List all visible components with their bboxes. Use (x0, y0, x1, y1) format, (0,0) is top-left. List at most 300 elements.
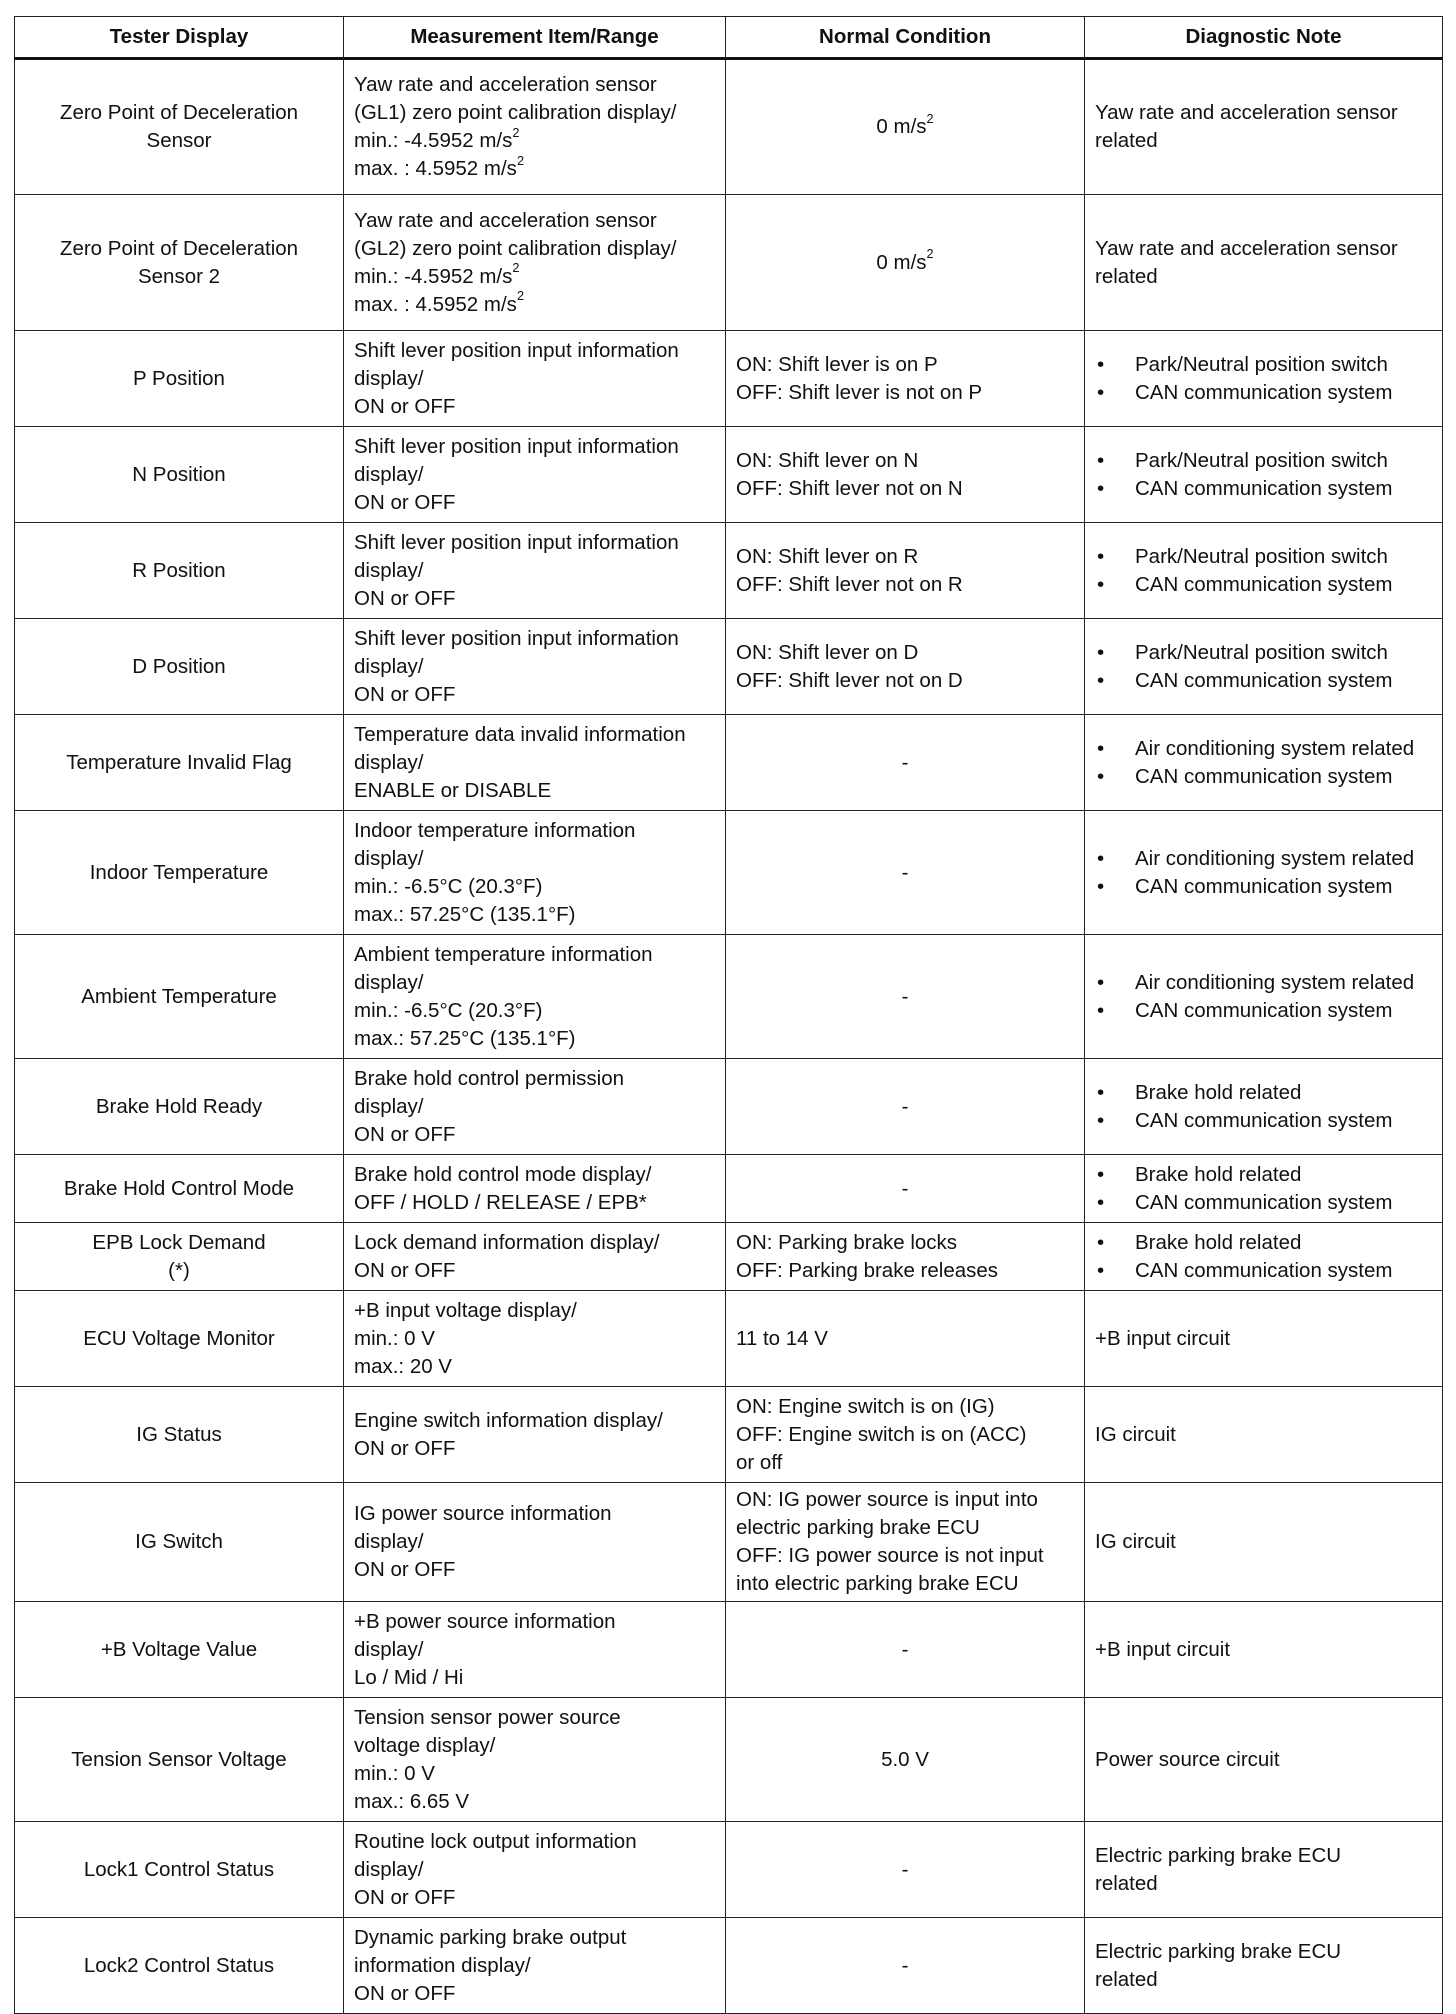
normal-condition-text: OFF: Engine switch is on (ACC) (736, 1422, 1027, 1446)
diagnostic-note-text: Yaw rate and acceleration sensor (1095, 236, 1398, 260)
cell-diagnostic-note (1085, 195, 1443, 331)
normal-condition-line (736, 1952, 1074, 1980)
normal-condition-line (736, 379, 1074, 407)
range-line (354, 585, 715, 613)
table-row (15, 427, 1443, 523)
normal-condition-text: - (901, 1857, 909, 1881)
range-line (354, 1884, 715, 1912)
normal-condition-line (736, 110, 1074, 141)
diagnostic-bullet-item: • Park/Neutral position switch (1095, 351, 1432, 379)
cell-diagnostic-note (1085, 1822, 1443, 1918)
table-row (15, 1223, 1443, 1291)
range-line (354, 721, 715, 749)
cell-tester-display (15, 59, 344, 195)
cell-measurement-range (344, 1387, 726, 1483)
cell-measurement-range (344, 331, 726, 427)
cell-measurement-range (344, 1155, 726, 1223)
range-line (354, 817, 715, 845)
range-text: Shift lever position input information (354, 626, 679, 650)
range-text: IG power source information (354, 1502, 612, 1525)
range-line (354, 997, 715, 1025)
range-line (354, 260, 715, 291)
range-line (354, 1189, 715, 1217)
header-normal-condition: Normal Condition (726, 17, 1085, 59)
range-line (354, 1664, 715, 1692)
normal-condition-line (736, 1514, 1074, 1542)
table-row (15, 59, 1443, 195)
range-line (354, 1257, 715, 1285)
unit-exponent: 2 (926, 246, 934, 262)
range-text: OFF / HOLD / RELEASE / EPB* (354, 1190, 647, 1214)
normal-condition-line (736, 1636, 1074, 1664)
unit-exponent: 2 (512, 124, 520, 140)
normal-condition-line (736, 351, 1074, 379)
normal-condition-line (736, 1570, 1074, 1598)
diagnostic-note-text: Electric parking brake ECU (1095, 1843, 1342, 1867)
tester-display-text: IG Status (136, 1422, 222, 1446)
range-text: Ambient temperature information (354, 942, 653, 966)
normal-condition-text: into electric parking brake ECU (736, 1572, 1019, 1595)
normal-condition-line (736, 246, 1074, 277)
cell-diagnostic-note (1085, 1387, 1443, 1483)
normal-condition-text: 0 m/s (876, 250, 927, 274)
cell-tester-display (15, 1918, 344, 2014)
normal-condition-line (736, 543, 1074, 571)
cell-normal-condition (726, 1483, 1085, 1602)
tester-display-text: EPB Lock Demand (92, 1230, 266, 1254)
diagnostic-bullet-list (1095, 447, 1432, 503)
tester-display-text: ECU Voltage Monitor (83, 1326, 275, 1350)
range-line (354, 941, 715, 969)
cell-tester-display (15, 1483, 344, 1602)
table-row (15, 619, 1443, 715)
range-text: ON or OFF (354, 490, 456, 514)
tester-display-text: Tension Sensor Voltage (71, 1747, 287, 1771)
diagnostic-note-text: Electric parking brake ECU (1095, 1939, 1342, 1963)
table-row (15, 1155, 1443, 1223)
table-row (15, 1291, 1443, 1387)
range-line (354, 1297, 715, 1325)
diagnostic-note-text: related (1095, 264, 1158, 288)
cell-measurement-range (344, 1822, 726, 1918)
table-row (15, 523, 1443, 619)
cell-tester-display (15, 1602, 344, 1698)
diagnostic-bullet-item: • Park/Neutral position switch (1095, 543, 1432, 571)
cell-normal-condition (726, 811, 1085, 935)
range-line (354, 99, 715, 127)
cell-tester-display (15, 1291, 344, 1387)
unit-exponent: 2 (516, 288, 525, 304)
normal-condition-text: - (901, 750, 909, 774)
diagnostic-bullet-item: • Park/Neutral position switch (1095, 447, 1432, 475)
range-line (354, 969, 715, 997)
cell-measurement-range (344, 619, 726, 715)
cell-tester-display (15, 1059, 344, 1155)
tester-display-text: D Position (132, 654, 226, 678)
normal-condition-line (736, 749, 1074, 777)
range-text: Dynamic parking brake output (354, 1925, 627, 1949)
range-text: Tension sensor power source (354, 1705, 621, 1729)
unit-exponent: 2 (512, 260, 520, 276)
diagnostic-note-text: related (1095, 129, 1158, 152)
range-line (354, 1828, 715, 1856)
diagnostic-bullet-item: • Air conditioning system related (1095, 969, 1432, 997)
range-text: ON or OFF (354, 1885, 456, 1909)
range-line (354, 777, 715, 805)
range-line (354, 71, 715, 99)
diagnostic-note-text: IG circuit (1095, 1422, 1176, 1446)
range-text: min.: -4.5952 m/s (354, 264, 513, 288)
normal-condition-line (736, 667, 1074, 695)
cell-diagnostic-note (1085, 1291, 1443, 1387)
tester-display-text: N Position (132, 462, 226, 486)
normal-condition-text: ON: Shift lever is on P (736, 352, 938, 376)
range-text: max.: 20 V (354, 1354, 452, 1378)
normal-condition-text: 5.0 V (881, 1747, 929, 1771)
range-line (354, 1229, 715, 1257)
normal-condition-text: - (901, 1094, 909, 1118)
range-text: (GL2) zero point calibration display/ (354, 236, 677, 260)
range-text: ON or OFF (354, 1436, 456, 1460)
normal-condition-line (736, 1325, 1074, 1353)
cell-tester-display (15, 427, 344, 523)
range-line (354, 625, 715, 653)
diagnostic-bullet-item: • Brake hold related (1095, 1161, 1432, 1189)
range-text: display/ (354, 970, 424, 994)
range-line (354, 1025, 715, 1053)
cell-normal-condition (726, 523, 1085, 619)
cell-tester-display (15, 1223, 344, 1291)
range-text: display/ (354, 462, 424, 486)
normal-condition-line (736, 1175, 1074, 1203)
table-row (15, 1698, 1443, 1822)
range-line (354, 901, 715, 929)
range-line (354, 1704, 715, 1732)
tester-display-text: Sensor 2 (137, 264, 221, 288)
normal-condition-line (736, 639, 1074, 667)
range-line (354, 1528, 715, 1556)
cell-normal-condition (726, 935, 1085, 1059)
range-line (354, 1980, 715, 2008)
range-text: Lo / Mid / Hi (354, 1665, 464, 1689)
normal-condition-line (736, 1257, 1074, 1285)
cell-normal-condition (726, 1698, 1085, 1822)
normal-condition-text: ON: Engine switch is on (IG) (736, 1394, 995, 1418)
cell-normal-condition (726, 1387, 1085, 1483)
unit-exponent: 2 (926, 110, 934, 126)
range-line (354, 1856, 715, 1884)
diagnostic-bullet-item: • Brake hold related (1095, 1229, 1432, 1257)
range-text: display/ (354, 1637, 424, 1661)
normal-condition-line (736, 1229, 1074, 1257)
tester-display-text: P Position (133, 366, 225, 390)
cell-measurement-range (344, 523, 726, 619)
normal-condition-line (736, 1449, 1074, 1477)
range-text: display/ (354, 654, 424, 678)
cell-tester-display (15, 935, 344, 1059)
cell-diagnostic-note (1085, 1155, 1443, 1223)
range-line (354, 365, 715, 393)
range-text: Brake hold control permission (354, 1066, 625, 1090)
range-text: Engine switch information display/ (354, 1408, 663, 1432)
table-row (15, 195, 1443, 331)
tester-display-text: IG Switch (135, 1530, 223, 1553)
normal-condition-line (736, 475, 1074, 503)
cell-diagnostic-note (1085, 1483, 1443, 1602)
diagnostic-bullet-item: • Air conditioning system related (1095, 735, 1432, 763)
diagnostic-note-text: IG circuit (1095, 1530, 1176, 1553)
tester-display-text: Indoor Temperature (89, 860, 269, 884)
range-text: Brake hold control mode display/ (354, 1162, 652, 1186)
normal-condition-text: - (901, 1953, 909, 1977)
table-body (15, 59, 1443, 2014)
range-text: max.: 57.25°C (135.1°F) (354, 902, 576, 926)
cell-measurement-range (344, 195, 726, 331)
cell-normal-condition (726, 1059, 1085, 1155)
range-text: display/ (354, 1857, 424, 1881)
range-text: (GL1) zero point calibration display/ (354, 101, 677, 124)
range-text: +B input voltage display/ (354, 1298, 577, 1322)
cell-tester-display (15, 1155, 344, 1223)
cell-diagnostic-note (1085, 331, 1443, 427)
normal-condition-line (736, 571, 1074, 599)
normal-condition-line (736, 859, 1074, 887)
normal-condition-text: ON: Parking brake locks (736, 1230, 958, 1254)
range-text: ON or OFF (354, 1981, 456, 2005)
diagnostic-bullet-list (1095, 969, 1432, 1025)
range-text: min.: 0 V (354, 1761, 435, 1785)
diagnostic-bullet-item: • CAN communication system (1095, 379, 1432, 407)
cell-measurement-range (344, 935, 726, 1059)
cell-measurement-range (344, 1059, 726, 1155)
range-text: ON or OFF (354, 586, 456, 610)
cell-tester-display (15, 1387, 344, 1483)
range-text: voltage display/ (354, 1733, 496, 1757)
range-text: ON or OFF (354, 682, 456, 706)
range-text: display/ (354, 558, 424, 582)
tester-display-text: Ambient Temperature (81, 984, 277, 1008)
diagnostic-bullet-item: • CAN communication system (1095, 1257, 1432, 1285)
range-line (354, 1325, 715, 1353)
cell-measurement-range (344, 1918, 726, 2014)
table-row (15, 1387, 1443, 1483)
cell-measurement-range (344, 427, 726, 523)
range-text: ENABLE or DISABLE (354, 778, 552, 802)
range-line (354, 529, 715, 557)
range-line (354, 461, 715, 489)
range-text: ON or OFF (354, 1558, 456, 1581)
diagnostic-bullet-item: • CAN communication system (1095, 873, 1432, 901)
normal-condition-text: electric parking brake ECU (736, 1516, 980, 1539)
range-text: Shift lever position input information (354, 530, 679, 554)
range-text: max. : 4.5952 m/s (354, 292, 517, 316)
normal-condition-line (736, 1746, 1074, 1774)
cell-tester-display (15, 715, 344, 811)
range-text: min.: 0 V (354, 1326, 435, 1350)
cell-tester-display (15, 811, 344, 935)
tester-display-text: Zero Point of Deceleration (59, 236, 299, 260)
tester-display-text: R Position (132, 558, 226, 582)
normal-condition-line (736, 1093, 1074, 1121)
table-row (15, 715, 1443, 811)
range-line (354, 433, 715, 461)
diagnostic-bullet-list (1095, 543, 1432, 599)
range-line (354, 1556, 715, 1584)
diagnostic-bullet-item: • CAN communication system (1095, 475, 1432, 503)
range-line (354, 1500, 715, 1528)
range-line (354, 235, 715, 263)
diagnostic-bullet-list (1095, 639, 1432, 695)
range-line (354, 845, 715, 873)
range-text: information display/ (354, 1953, 531, 1977)
normal-condition-line (736, 983, 1074, 1011)
range-line (354, 557, 715, 585)
table-row (15, 811, 1443, 935)
range-text: min.: -4.5952 m/s (354, 129, 513, 152)
tester-display-text: Lock1 Control Status (83, 1857, 275, 1881)
normal-condition-text: - (901, 1637, 909, 1661)
normal-condition-text: ON: Shift lever on N (736, 448, 919, 472)
cell-measurement-range (344, 1602, 726, 1698)
cell-tester-display (15, 195, 344, 331)
range-text: display/ (354, 846, 424, 870)
cell-normal-condition (726, 619, 1085, 715)
table-row (15, 935, 1443, 1059)
range-line (354, 1732, 715, 1760)
range-text: max. : 4.5952 m/s (354, 157, 517, 180)
range-text: display/ (354, 1530, 424, 1553)
range-text: ON or OFF (354, 1258, 456, 1282)
range-line (354, 1924, 715, 1952)
cell-diagnostic-note (1085, 715, 1443, 811)
diagnostic-note-text: related (1095, 1871, 1158, 1895)
diagnostic-bullet-item: • Brake hold related (1095, 1079, 1432, 1107)
range-line (354, 873, 715, 901)
range-line (354, 1093, 715, 1121)
cell-tester-display (15, 331, 344, 427)
tester-display-text: (*) (168, 1258, 190, 1282)
cell-tester-display (15, 1698, 344, 1822)
range-line (354, 1608, 715, 1636)
range-line (354, 1065, 715, 1093)
diagnostic-bullet-item: • Air conditioning system related (1095, 845, 1432, 873)
range-text: min.: -6.5°C (20.3°F) (354, 874, 543, 898)
cell-diagnostic-note (1085, 523, 1443, 619)
diagnostic-bullet-list (1095, 1229, 1432, 1285)
cell-measurement-range (344, 1698, 726, 1822)
normal-condition-text: OFF: Shift lever not on N (736, 476, 963, 500)
normal-condition-text: ON: Shift lever on D (736, 640, 919, 664)
tester-display-text: Temperature Invalid Flag (66, 750, 292, 774)
table-row (15, 1483, 1443, 1602)
range-line (354, 1788, 715, 1816)
cell-diagnostic-note (1085, 935, 1443, 1059)
cell-normal-condition (726, 1602, 1085, 1698)
diagnostic-note-text: Power source circuit (1095, 1747, 1280, 1771)
range-text: min.: -6.5°C (20.3°F) (354, 998, 543, 1022)
normal-condition-text: OFF: Shift lever is not on P (736, 380, 983, 404)
range-text: Indoor temperature information (354, 818, 636, 842)
normal-condition-text: OFF: IG power source is not input (736, 1544, 1044, 1567)
cell-normal-condition (726, 59, 1085, 195)
cell-measurement-range (344, 59, 726, 195)
range-text: Lock demand information display/ (354, 1230, 660, 1254)
diagnostic-bullet-list (1095, 351, 1432, 407)
diagnostic-bullet-list (1095, 845, 1432, 901)
diagnostic-bullet-item: • CAN communication system (1095, 667, 1432, 695)
cell-measurement-range (344, 1291, 726, 1387)
diagnostic-bullet-item: • CAN communication system (1095, 1189, 1432, 1217)
normal-condition-text: 11 to 14 V (736, 1326, 828, 1350)
unit-exponent: 2 (516, 152, 525, 168)
range-line (354, 1952, 715, 1980)
range-line (354, 124, 715, 155)
cell-tester-display (15, 619, 344, 715)
diagnostic-bullet-item: • CAN communication system (1095, 763, 1432, 791)
normal-condition-text: 0 m/s (876, 115, 927, 138)
cell-diagnostic-note (1085, 1918, 1443, 2014)
table-row (15, 1822, 1443, 1918)
table-row (15, 1602, 1443, 1698)
diagnostic-bullet-item: • CAN communication system (1095, 571, 1432, 599)
diagnostic-note-text: +B input circuit (1095, 1326, 1231, 1350)
normal-condition-line (736, 1421, 1074, 1449)
tester-display-text: Zero Point of Deceleration (59, 101, 299, 124)
cell-diagnostic-note (1085, 1223, 1443, 1291)
range-line (354, 337, 715, 365)
cell-measurement-range (344, 811, 726, 935)
cell-normal-condition (726, 195, 1085, 331)
table-row (15, 1059, 1443, 1155)
cell-diagnostic-note (1085, 619, 1443, 715)
cell-diagnostic-note (1085, 1698, 1443, 1822)
cell-diagnostic-note (1085, 811, 1443, 935)
cell-diagnostic-note (1085, 427, 1443, 523)
range-text: ON or OFF (354, 1122, 456, 1146)
diagnostic-bullet-item: • CAN communication system (1095, 1107, 1432, 1135)
cell-diagnostic-note (1085, 59, 1443, 195)
range-text: Yaw rate and acceleration sensor (354, 208, 657, 232)
cell-normal-condition (726, 1155, 1085, 1223)
cell-diagnostic-note (1085, 1602, 1443, 1698)
normal-condition-text: - (901, 1176, 909, 1200)
header-diagnostic-note: Diagnostic Note (1085, 17, 1443, 59)
cell-normal-condition (726, 427, 1085, 523)
normal-condition-text: - (901, 984, 909, 1008)
diagnostic-note-text: Yaw rate and acceleration sensor (1095, 101, 1398, 124)
normal-condition-line (736, 1486, 1074, 1514)
cell-normal-condition (726, 1223, 1085, 1291)
cell-tester-display (15, 1822, 344, 1918)
cell-tester-display (15, 523, 344, 619)
tester-display-text: Lock2 Control Status (83, 1953, 275, 1977)
range-line (354, 653, 715, 681)
range-text: max.: 6.65 V (354, 1789, 470, 1813)
normal-condition-text: OFF: Shift lever not on D (736, 668, 963, 692)
range-line (354, 1636, 715, 1664)
range-text: display/ (354, 366, 424, 390)
range-text: Shift lever position input information (354, 434, 679, 458)
normal-condition-line (736, 1542, 1074, 1570)
range-text: Shift lever position input information (354, 338, 679, 362)
cell-diagnostic-note (1085, 1059, 1443, 1155)
normal-condition-text: ON: IG power source is input into (736, 1488, 1038, 1511)
diagnostic-bullet-item: • Park/Neutral position switch (1095, 639, 1432, 667)
range-line (354, 749, 715, 777)
table-header-row (15, 17, 1443, 59)
normal-condition-line (736, 1393, 1074, 1421)
tester-display-text: Brake Hold Ready (95, 1094, 263, 1118)
